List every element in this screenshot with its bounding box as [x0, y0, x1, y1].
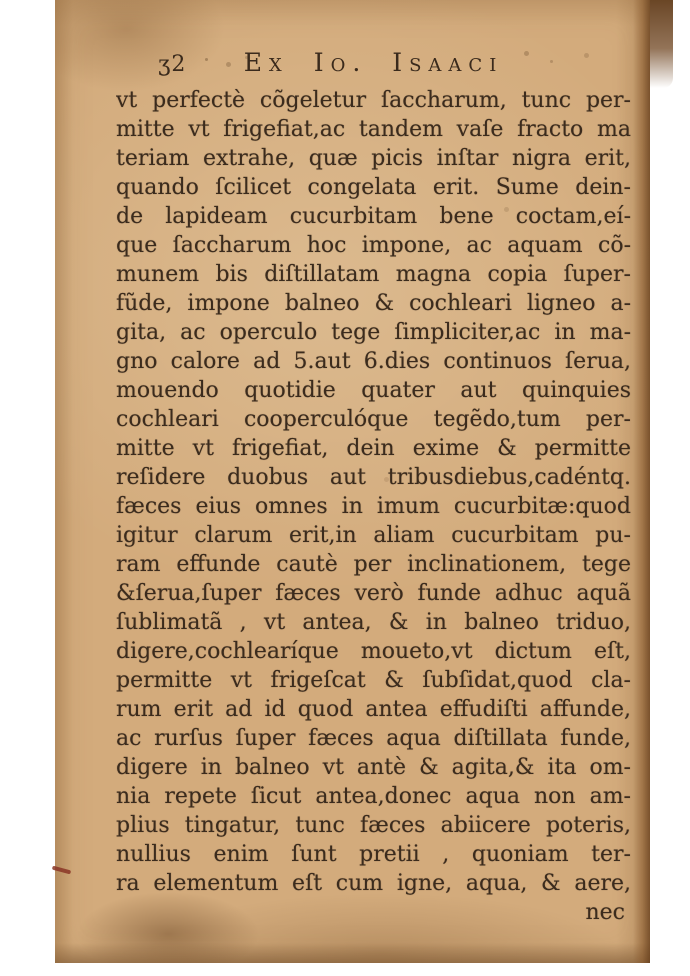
- text-line: ram effunde cautè per inclinationem, tege: [116, 552, 631, 577]
- text-line: gno calore ad 5.aut 6.dies continuos ſerua,: [116, 349, 631, 374]
- text-line: ſublimatã , vt antea, & in balneo triduo,: [116, 610, 631, 635]
- text-line: ra elementum eſt cum igne, aqua, & aere,: [116, 871, 631, 896]
- catchword-row: [116, 898, 631, 927]
- text-line: vt perfectè cõgeletur ſaccharum, tunc per-: [116, 88, 631, 113]
- page-top-right-edge-shadow: [650, 0, 673, 88]
- running-header: [116, 48, 631, 82]
- text-line: digere in balneo vt antè & agita,& ita om-: [116, 755, 631, 780]
- text-line: &ſerua,ſuper fæces verò funde adhuc aquã: [116, 581, 631, 606]
- text-line: mouendo quotidie quater aut quinquies: [116, 378, 631, 403]
- text-line: mitte vt frigefiat,ac tandem vaſe fracto ma: [116, 117, 631, 142]
- text-line: de lapideam cucurbitam bene coctam,eí-: [116, 204, 631, 229]
- text-line: quando ſcilicet congelata erit. Sume dein-: [116, 175, 631, 200]
- text-line: fũde, impone balneo & cochleari ligneo a-: [116, 291, 631, 316]
- text-line: nia repete ſicut antea,donec aqua non am-: [116, 784, 631, 809]
- text-line: rum erit ad id quod antea effudiſti affunde,: [116, 697, 631, 722]
- page-number: ʒ2: [158, 52, 187, 77]
- text-line: teriam extrahe, quæ picis inſtar nigra erit,: [116, 146, 631, 171]
- text-line: mitte vt frigefiat, dein exime & permitte: [116, 436, 631, 461]
- text-line: cochleari cooperculóque tegẽdo,tum per-: [116, 407, 631, 432]
- margin-ink-mark: [52, 866, 71, 875]
- text-line: nullius enim ſunt pretii , quoniam ter-: [116, 842, 631, 867]
- text-line: que ſaccharum hoc impone, ac aquam cõ-: [116, 233, 631, 258]
- text-line: munem bis diſtillatam magna copia ſuper-: [116, 262, 631, 287]
- text-line: ac rurſus ſuper fæces aqua diſtillata funde,: [116, 726, 631, 751]
- text-line: igitur clarum erit,in aliam cucurbitam pu-: [116, 523, 631, 548]
- text-line: reſidere duobus aut tribusdiebus,cadéntq.: [116, 465, 631, 490]
- text-line: fæces eius omnes in imum cucurbitæ:quod: [116, 494, 631, 519]
- text-line: plius tingatur, tunc fæces abiicere poteris,: [116, 813, 631, 838]
- text-block: [116, 86, 631, 927]
- text-line: gita, ac operculo tege ſimpliciter,ac in ma-: [116, 320, 631, 345]
- page-right-edge-shadow: [633, 0, 650, 963]
- text-line: permitte vt frigeſcat & ſubſidat,quod cla-: [116, 668, 631, 693]
- text-line: digere,cochlearíque moueto,vt dictum eſt,: [116, 639, 631, 664]
- book-page: [55, 0, 650, 963]
- catchword: nec: [585, 900, 625, 925]
- running-head-title: Ex Io. Isaaci: [243, 48, 504, 77]
